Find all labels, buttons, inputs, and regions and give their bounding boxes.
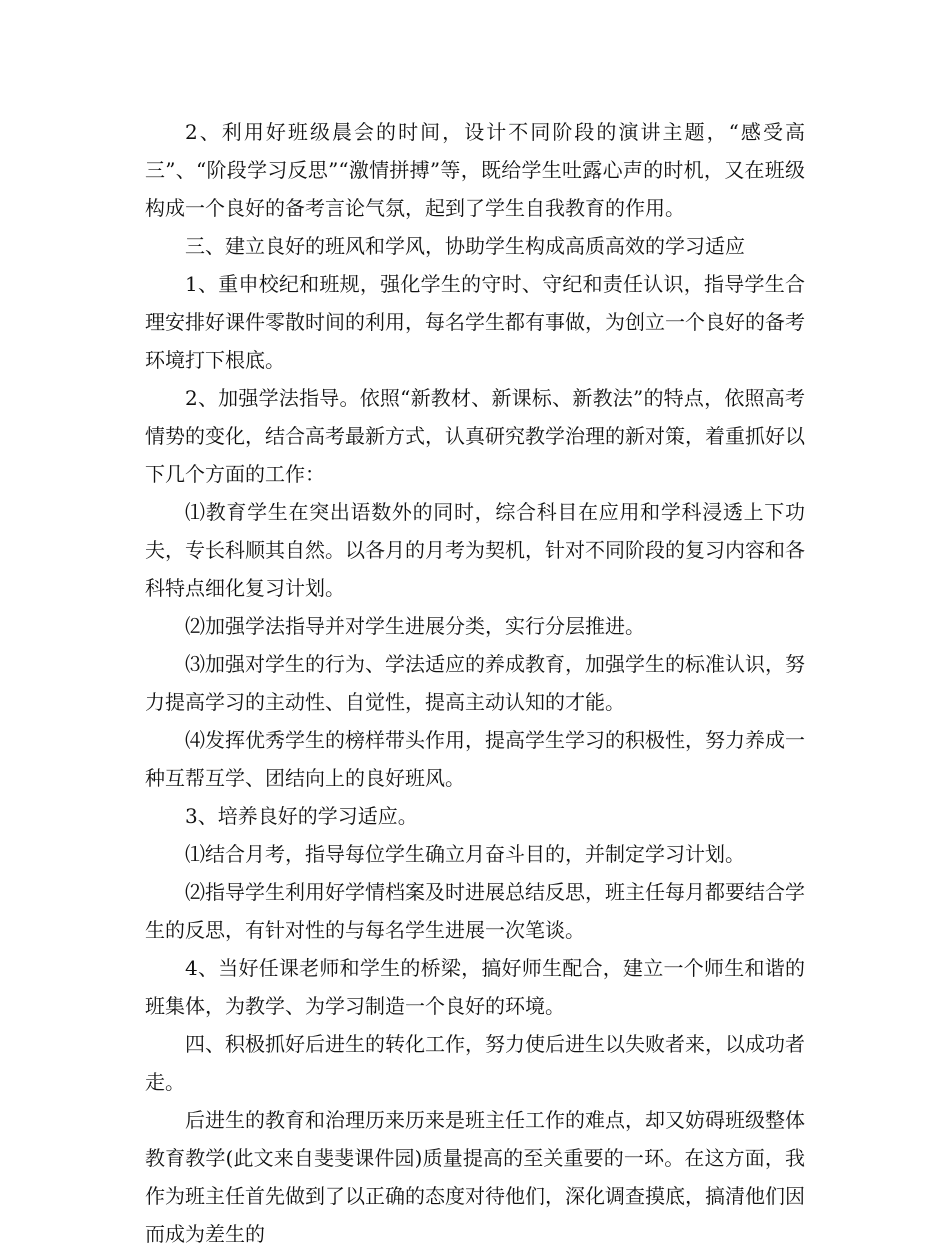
paragraph-discipline: 1、重申校纪和班规，强化学生的守时、守纪和责任认识，指导学生合理安排好课件零散时间的利用，每名学生都有事做，为创立一个良好的备考环境打下根底。 [145,272,805,372]
list-item-monthly-goal: ⑴结合月考，指导每位学生确立月奋斗目的，并制定学习计划。 [185,842,745,866]
list-item-reflection: ⑵指导学生利用好学情档案及时进展总结反思，班主任每月都要结合学生的反思，有针对性的与每名学生进展一次笔谈。 [145,880,805,942]
document-body [145,113,805,1253]
list-item-4: ⑷发挥优秀学生的榜样带头作用，提高学生学习的积极性，努力养成一种互帮互学、团结向上的良好班风。 [145,728,805,790]
list-item-1: ⑴教育学生在突出语数外的同时，综合科目在应用和学科浸透上下功夫，专长科顺其自然。以各月的月考为契机，针对不同阶段的复习内容和各科特点细化复习计划。 [145,500,805,600]
paragraph-teacher-bridge: 4、当好任课老师和学生的桥梁，搞好师生配合，建立一个师生和谐的班集体，为教学、为学习制造一个良好的环境。 [145,956,805,1018]
heading-underachievers: 四、积极抓好后进生的转化工作，努力使后进生以失败者来，以成功者走。 [145,1032,805,1094]
list-item-2: ⑵加强学法指导并对学生进展分类，实行分层推进。 [185,614,645,638]
list-item-3: ⑶加强对学生的行为、学法适应的养成教育，加强学生的标准认识，努力提高学习的主动性、自觉性，提高主动认知的才能。 [145,652,805,714]
paragraph-morning-meeting: 2、利用好班级晨会的时间，设计不同阶段的演讲主题，“感受高三”、“阶段学习反思”“激情拼搏”等，既给学生吐露心声的时机，又在班级构成一个良好的备考言论气氛，起到了学生自我教育的作用。 [145,120,805,220]
paragraph-study-habits: 3、培养良好的学习适应。 [185,804,418,828]
paragraph-underachiever-education: 后进生的教育和治理历来历来是班主任工作的难点，却又妨碍班级整体教育教学(此文来自斐斐课件园)质量提高的至关重要的一环。在这方面，我作为班主任首先做到了以正确的态度对待他们，深化调查摸底，搞清他们因而成为差生的 [145,1108,805,1246]
paragraph-study-method: 2、加强学法指导。依照“新教材、新课标、新教法”的特点，依照高考情势的变化，结合高考最新方式，认真研究教学治理的新对策，着重抓好以下几个方面的工作： [145,386,805,486]
heading-class-style: 三、建立良好的班风和学风，协助学生构成高质高效的学习适应 [185,234,745,258]
